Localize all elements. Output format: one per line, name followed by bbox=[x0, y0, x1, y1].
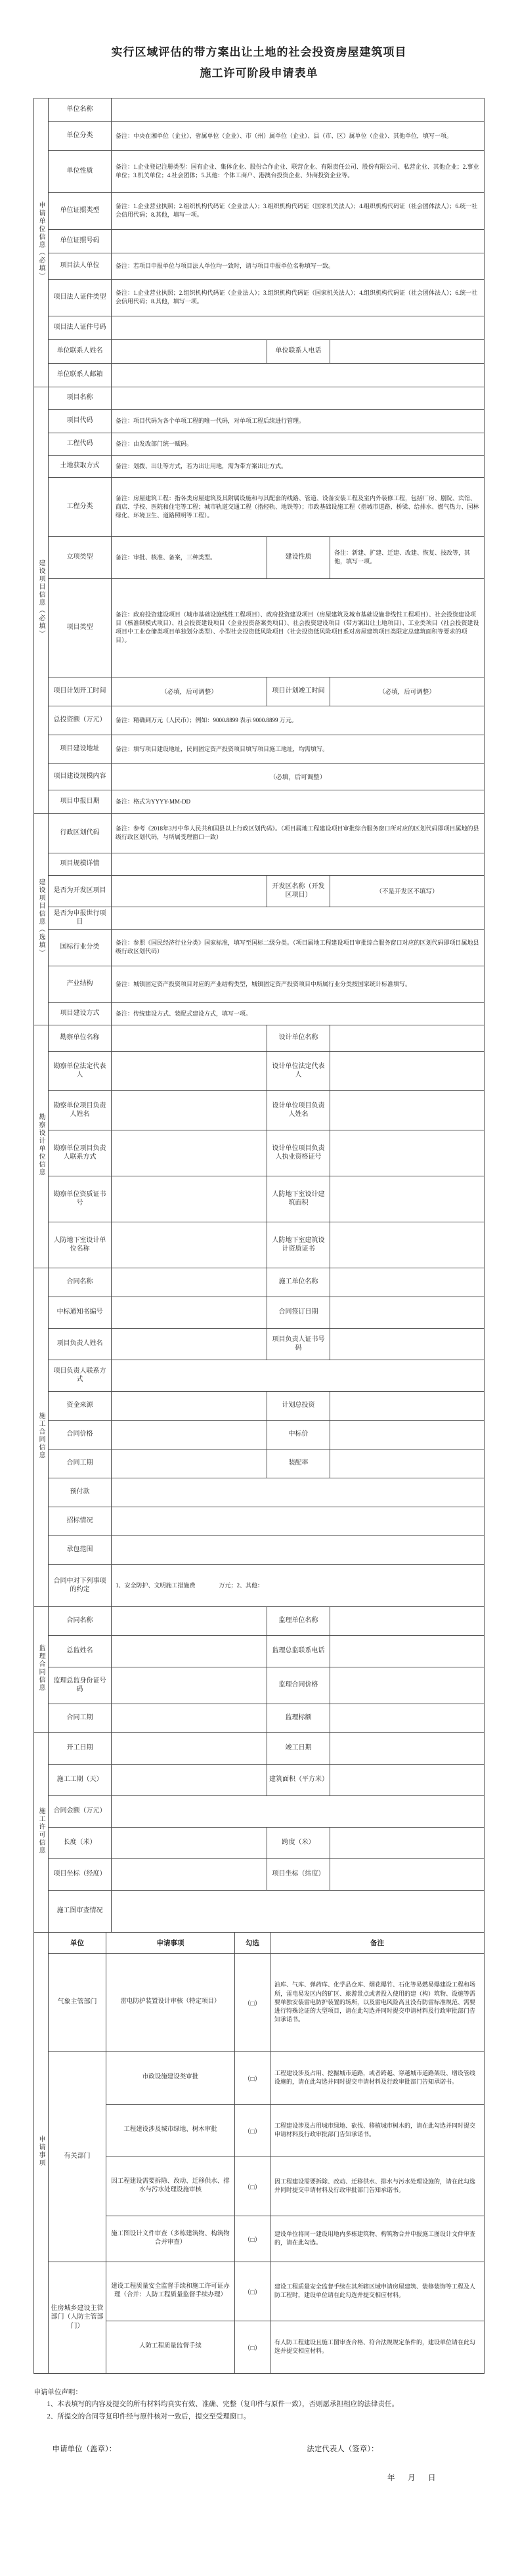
field-input[interactable] bbox=[112, 1535, 485, 1564]
field-input[interactable] bbox=[112, 1360, 485, 1391]
field-input[interactable] bbox=[330, 1051, 485, 1090]
unit-cell: 有关部门 bbox=[49, 2051, 106, 2262]
application-items-table bbox=[33, 1932, 485, 2374]
field-label: 监理单位名称 bbox=[267, 1606, 330, 1635]
field-label: 设计单位项目负责人执业资格证号 bbox=[267, 1130, 330, 1176]
project-optional-section-label: 建设项目信息（选填） bbox=[37, 878, 45, 957]
field-input[interactable] bbox=[112, 1507, 485, 1535]
field-input[interactable] bbox=[112, 1449, 267, 1478]
field-input[interactable] bbox=[330, 339, 485, 363]
field-label: 单位分类 bbox=[49, 121, 112, 150]
field-label: 项目坐标（经度） bbox=[49, 1858, 112, 1890]
remark-cell: 建设单位将同一建设用地内多栋建筑物、构筑物合并申报施工图设计文件审查的，请在此勾选。 bbox=[270, 2216, 485, 2262]
field-label: 总监姓名 bbox=[49, 1635, 112, 1667]
supervision-contract-section-rail bbox=[34, 1606, 49, 1732]
project-optional-section-rail bbox=[33, 813, 48, 1025]
application-item: 雷电防护装置设计审核（特定项目） bbox=[106, 1953, 235, 2051]
checkbox-cell[interactable]: （□） bbox=[235, 2051, 270, 2104]
field-input[interactable] bbox=[112, 1176, 267, 1222]
field-label: 承包范围 bbox=[49, 1535, 112, 1564]
legal-representative-seal-label: 法定代表人（签章）： bbox=[307, 2445, 379, 2454]
field-label: 预付款 bbox=[49, 1478, 112, 1507]
field-label: 开工日期 bbox=[49, 1732, 112, 1764]
field-input[interactable] bbox=[112, 1635, 267, 1667]
field-note: 备注：1.企业营业执照；2.组织机构代码证（企业法人）；3.组织机构代码证（国家机关法人）；4.组织机构代码证（社会团体法人）；6.统一社会信用代码；8.其他，填写一项。 bbox=[112, 279, 485, 316]
field-label: 建筑面积（平方米） bbox=[267, 1764, 330, 1795]
form-title-line2: 施工许可阶段申请表单 bbox=[200, 67, 318, 80]
field-label: 监理总监身份证号码 bbox=[49, 1667, 112, 1704]
survey-design-info-table bbox=[33, 1025, 485, 1268]
application-item: 建设工程质量安全监督手续和施工许可证办理（合并：人防工程质量监督手续办理） bbox=[106, 2262, 235, 2321]
field-label: 施工工期（天） bbox=[49, 1764, 112, 1795]
applicant-section-label: 申请单位信息（必填） bbox=[37, 201, 45, 280]
field-label: 施工图审查情况 bbox=[49, 1890, 112, 1932]
field-label: 勘察单位名称 bbox=[49, 1025, 112, 1051]
field-label: 单位证照类型 bbox=[49, 192, 112, 229]
field-note: 备注：格式为YYYY-MM-DD bbox=[112, 790, 485, 813]
field-label: 勘察单位项目负责人姓名 bbox=[49, 1090, 112, 1130]
field-label: 单位性质 bbox=[49, 150, 112, 192]
remark-cell: 有人防工程建设且施工图审查合格、符合法规规定条件的，建设单位请在此勾选并提交相应材料。 bbox=[270, 2321, 485, 2373]
field-label: 设计单位法定代表人 bbox=[267, 1051, 330, 1090]
field-note: 备注：参照《国民经济行业分类》国家标准，填写至国标二级分类。（项目属地工程建设项目审批综合服务窗口对应的区划代码即项目属地县级行政区划代码） bbox=[111, 929, 484, 966]
field-label: 是否为开发区项目 bbox=[48, 875, 111, 907]
field-input[interactable] bbox=[112, 1667, 267, 1704]
application-item: 工程建设涉及城市绿地、树木审批 bbox=[106, 2104, 235, 2157]
field-label: 合同金额（万元） bbox=[49, 1795, 112, 1827]
applicant-info-table bbox=[33, 98, 485, 387]
construction-permit-section-label: 施工许可信息 bbox=[37, 1807, 45, 1855]
field-label: 招标情况 bbox=[49, 1507, 112, 1535]
survey-design-section-label: 勘察设计单位信息 bbox=[37, 1113, 45, 1176]
field-label: 合同名称 bbox=[49, 1268, 112, 1297]
application-item: 市政设施建设类审批 bbox=[106, 2051, 235, 2104]
project-info-required-table bbox=[33, 387, 485, 814]
field-label: 人防地下室建筑设计资质证书 bbox=[267, 1222, 330, 1268]
field-input[interactable]: （必填，后可调整） bbox=[112, 763, 485, 790]
field-input[interactable] bbox=[112, 1827, 267, 1858]
field-note: 备注：填写项目建设地址，民间固定资产投资项目填写项目施工地址，均需填写。 bbox=[112, 735, 485, 763]
field-note: 备注：传统建设方式、装配式建设方式，填写一项。 bbox=[111, 1002, 484, 1025]
checkbox-cell[interactable]: （□） bbox=[235, 2157, 270, 2216]
field-note: 备注：审批、核准、备案，三种类型。 bbox=[112, 536, 267, 578]
application-item: 施工图设计文件审查（多栋建筑物、构筑物合并审查） bbox=[106, 2216, 235, 2262]
field-label: 合同工期 bbox=[49, 1704, 112, 1732]
field-note: 备注：中央在湘单位（企业）、省属单位（企业）、市（州）属单位（企业）、县（市、区）属单位（企业）、其他单位，填写一项。 bbox=[112, 121, 485, 150]
field-label: 项目规模详情 bbox=[48, 853, 111, 875]
field-input[interactable] bbox=[112, 1732, 267, 1764]
remark-cell: 工程建设涉及占用城市绿地、砍伐、移植城市树木的，请在此勾选并同时提交申请材料及行政审批部门告知承诺书。 bbox=[270, 2104, 485, 2157]
field-label: 项目计划开工时间 bbox=[49, 677, 112, 706]
field-input[interactable] bbox=[330, 1328, 485, 1360]
field-input[interactable] bbox=[112, 1391, 267, 1420]
unit-cell: 住房城乡建设主管部门（人防主管部门） bbox=[49, 2262, 106, 2373]
signature-row bbox=[34, 2443, 485, 2454]
field-input[interactable] bbox=[112, 1606, 267, 1635]
column-header-unit: 单位 bbox=[49, 1932, 106, 1953]
field-input[interactable] bbox=[112, 1130, 267, 1176]
checkbox-cell[interactable]: （□） bbox=[235, 2262, 270, 2321]
field-label: 单位联系人邮箱 bbox=[49, 363, 112, 387]
field-input[interactable] bbox=[330, 1268, 485, 1297]
field-input[interactable] bbox=[112, 1328, 267, 1360]
field-input[interactable] bbox=[111, 853, 484, 875]
field-input[interactable] bbox=[330, 1176, 485, 1222]
field-note: 备注：城镇固定资产投资项目对应的产业结构类型，城镇固定资产投资项目中所属行业分类按国家统计标准填写。 bbox=[111, 966, 484, 1002]
field-input[interactable] bbox=[330, 1090, 485, 1130]
field-input[interactable] bbox=[112, 1051, 267, 1090]
field-note: 备注：1.企业登记注册类型：国有企业、集体企业、股份合作企业、联营企业、有限责任公司、股份有限公司、私营企业、其他企业；2.事业单位；3.机关单位；4.社会团体；5.其他：个体工商户、港澳台投资企业、外商投资企业等。 bbox=[112, 150, 485, 192]
field-input[interactable] bbox=[330, 1704, 485, 1732]
field-label: 项目建设规模内容 bbox=[49, 763, 112, 790]
field-label: 监理合同价格 bbox=[267, 1667, 330, 1704]
field-label: 项目建设地址 bbox=[49, 735, 112, 763]
field-label: 是否为申报世行项目 bbox=[48, 907, 111, 929]
checkbox-cell[interactable]: （□） bbox=[235, 2104, 270, 2157]
application-items-section-label: 申请事项 bbox=[37, 2135, 45, 2167]
field-label: 勘察单位法定代表人 bbox=[49, 1051, 112, 1090]
checkbox-cell[interactable]: （□） bbox=[235, 2321, 270, 2373]
construction-permit-table bbox=[33, 1732, 485, 1933]
field-label: 项目负责人证书号码 bbox=[267, 1328, 330, 1360]
unit-cell: 气象主管部门 bbox=[49, 1953, 106, 2051]
field-input[interactable]: （必填，后可调整） bbox=[112, 677, 267, 706]
field-input[interactable] bbox=[330, 1130, 485, 1176]
field-label: 工程分类 bbox=[49, 477, 112, 536]
field-label: 项目法人证件号码 bbox=[49, 316, 112, 339]
field-input[interactable] bbox=[112, 387, 485, 409]
field-label: 施工单位名称 bbox=[267, 1268, 330, 1297]
declaration-title: 申请单位声明： bbox=[33, 2388, 82, 2396]
field-input[interactable] bbox=[330, 1827, 485, 1858]
field-input[interactable] bbox=[112, 339, 267, 363]
field-label: 产业结构 bbox=[48, 966, 111, 1002]
checkbox-cell[interactable]: （□） bbox=[235, 2216, 270, 2262]
field-label: 立项类型 bbox=[49, 536, 112, 578]
construction-permit-section-rail bbox=[34, 1732, 49, 1932]
remark-cell: 建设工程质量安全监督手续在其所辖区域申请房屋建筑、装修装饰等工程及人防工程时，建设单位请在此勾选并提交相应材料。 bbox=[270, 2262, 485, 2321]
field-input[interactable] bbox=[111, 875, 267, 907]
field-input[interactable] bbox=[112, 1795, 485, 1827]
unit-seal-label: 申请单位（盖章）： bbox=[52, 2445, 117, 2454]
field-label: 监理总监联系电话 bbox=[267, 1635, 330, 1667]
field-input[interactable] bbox=[111, 907, 484, 929]
field-label: 国标行业分类 bbox=[48, 929, 111, 966]
date-line: 年 月 日 bbox=[387, 2474, 439, 2483]
field-label: 建设性质 bbox=[267, 536, 330, 578]
field-label: 项目名称 bbox=[49, 387, 112, 409]
field-input[interactable] bbox=[330, 1606, 485, 1635]
field-input[interactable] bbox=[112, 1297, 267, 1328]
field-label: 长度（米） bbox=[49, 1827, 112, 1858]
applicant-section-rail bbox=[34, 98, 49, 387]
field-label: 项目计划竣工时间 bbox=[267, 677, 330, 706]
field-input[interactable] bbox=[112, 1222, 267, 1268]
form-title-line1: 实行区域评估的带方案出让土地的社会投资房屋建筑项目 bbox=[111, 46, 407, 58]
remark-cell: 工程建设涉及占用、挖掘城市道路，或者跨越、穿越城市道路架设、增设管线设施的，请在此勾选并同时提交申请材料及行政审批部门告知承诺书。 bbox=[270, 2051, 485, 2104]
field-label: 总投资额（万元） bbox=[49, 706, 112, 735]
field-label: 单位联系人姓名 bbox=[49, 339, 112, 363]
field-label: 合同中对下列事项的约定 bbox=[49, 1564, 112, 1606]
declaration-line-2: 2、所提交的合同等复印件经与原件核对一致后，提交至受理窗口。 bbox=[47, 2413, 251, 2421]
application-item: 因工程建设需要拆除、改动、迁移供水、排水与污水处理设施审核 bbox=[106, 2157, 235, 2216]
field-label: 单位联系人电话 bbox=[267, 339, 330, 363]
column-header-remark: 备注 bbox=[270, 1932, 485, 1953]
field-input[interactable]: 1、安全防护、文明施工措施费 万元；2、其他： bbox=[112, 1564, 485, 1606]
applicant-declaration bbox=[34, 2387, 485, 2424]
field-label: 合同签订日期 bbox=[267, 1297, 330, 1328]
field-input[interactable] bbox=[112, 1090, 267, 1130]
application-item: 人防工程质量监督手续 bbox=[106, 2321, 235, 2373]
field-label: 合同价格 bbox=[49, 1420, 112, 1449]
field-label: 资金来源 bbox=[49, 1391, 112, 1420]
construction-contract-table bbox=[33, 1268, 485, 1607]
field-label: 项目建设方式 bbox=[48, 1002, 111, 1025]
field-label: 单位名称 bbox=[49, 98, 112, 121]
field-input[interactable] bbox=[112, 363, 485, 387]
field-label: 装配率 bbox=[267, 1449, 330, 1478]
application-items-section-rail bbox=[34, 1932, 49, 2373]
declaration-line-1: 1、本表填写的内容及提交的所有材料均真实有效、准确、完整（复印件与原件一致），否则愿承担相应的法律责任。 bbox=[47, 2401, 399, 2409]
project-required-section-label: 建设项目信息（必填） bbox=[37, 559, 45, 638]
field-input[interactable] bbox=[112, 1890, 485, 1932]
field-input[interactable] bbox=[112, 1478, 485, 1507]
field-note: 备注：参考《2018年3月中华人民共和国县以上行政区划代码》。（项目属地工程建设项目审批综合服务窗口所对应的区划代码即项目属地的县级行政区划代码，与所属受理窗口一致） bbox=[111, 813, 484, 853]
field-label: 勘察单位项目负责人联系方式 bbox=[49, 1130, 112, 1176]
checkbox-cell[interactable]: （□） bbox=[235, 1953, 270, 2051]
field-label: 人防地下室设计建筑面积 bbox=[267, 1176, 330, 1222]
project-info-optional-table bbox=[33, 813, 485, 1025]
field-note: 备注：由发改部门统一赋码。 bbox=[112, 433, 485, 455]
field-note: 备注：项目代码为各个单项工程的唯一代码，对单项工程后续进行管理。 bbox=[112, 409, 485, 433]
supervision-contract-section-label: 监理合同信息 bbox=[37, 1644, 45, 1692]
field-input[interactable] bbox=[112, 1025, 267, 1051]
field-label: 勘察单位资质证书号 bbox=[49, 1176, 112, 1222]
field-label: 设计单位名称 bbox=[267, 1025, 330, 1051]
remark-cell: 因工程建设需要拆除、改动、迁移供水、排水与污水处理设施的，请在此勾选并同时提交申请材料及行政审批部门告知承诺书。 bbox=[270, 2157, 485, 2216]
field-note: 备注：房屋建筑工程：指各类房屋建筑及其附属设施和与其配套的线路、管道、设备安装工程及室内外装修工程，包括厂房、剧院、宾馆、商店、学校、医院和住宅等工程；城市轨道交通工程（指轻轨、地铁等）；市政基础设施工程（指城市道路、桥梁、给排水、燃气热力、园林绿化、环境卫生、道路照明等工程）。 bbox=[112, 477, 485, 536]
field-note: 备注：新建、扩建、迁建、改建、恢复、技改等，其他，填写一项。 bbox=[330, 536, 485, 578]
field-input[interactable] bbox=[112, 1268, 267, 1297]
field-input[interactable] bbox=[330, 1764, 485, 1795]
field-label: 项目类型 bbox=[49, 578, 112, 677]
field-input[interactable] bbox=[112, 1764, 267, 1795]
column-header-item: 申请事项 bbox=[106, 1932, 235, 1953]
field-label: 项目负责人联系方式 bbox=[49, 1360, 112, 1391]
field-note: 备注：1.企业营业执照；2.组织机构代码证（企业法人）；3.组织机构代码证（国家机关法人）；4.组织机构代码证（社会团体法人）；6.统一社会信用代码；8.其他，填写一项。 bbox=[112, 192, 485, 229]
field-label: 跨度（米） bbox=[267, 1827, 330, 1858]
field-input[interactable] bbox=[330, 1449, 485, 1478]
column-header-check: 勾选 bbox=[235, 1932, 270, 1953]
field-input[interactable] bbox=[330, 1391, 485, 1420]
construction-contract-section-label: 施工合同信息 bbox=[37, 1411, 45, 1459]
field-label: 人防地下室设计单位名称 bbox=[49, 1222, 112, 1268]
field-input[interactable] bbox=[330, 1858, 485, 1890]
field-label: 中标通知书编号 bbox=[49, 1297, 112, 1328]
field-note: 备注：划拨、出让等方式，若为出让用地，需为带方案出让方式。 bbox=[112, 455, 485, 477]
field-label: 合同名称 bbox=[49, 1606, 112, 1635]
field-input[interactable] bbox=[112, 1420, 267, 1449]
field-note: 备注：政府投资建设项目（城市基础设施线性工程项目）、政府投资建设项目（房屋建筑及城市基础设施非线性工程项目）、社会投资建设项目（核准制模式项目）、社会投资建设项目（企业投资备案类项目）、社会投资建设项目（带方案出让土地项目）、工业类项目（社会投资建设项目中工业仓储类项目单独划分类型）、小型社会投资低风险项目（社会投资低风险项目系对房屋建筑项目类限定总建筑面积等要求的项目）。 bbox=[112, 578, 485, 677]
survey-design-section-rail bbox=[34, 1025, 49, 1268]
field-input[interactable] bbox=[112, 1704, 267, 1732]
field-label: 项目法人单位 bbox=[49, 253, 112, 279]
field-label: 计划总投资 bbox=[267, 1391, 330, 1420]
field-input[interactable] bbox=[330, 1222, 485, 1268]
field-label: 项目申报日期 bbox=[49, 790, 112, 813]
field-label: 监理标额 bbox=[267, 1704, 330, 1732]
field-label: 设计单位项目负责人姓名 bbox=[267, 1090, 330, 1130]
field-input[interactable] bbox=[330, 1667, 485, 1704]
supervision-contract-table bbox=[33, 1606, 485, 1733]
field-label: 项目代码 bbox=[49, 409, 112, 433]
field-label: 合同工期 bbox=[49, 1449, 112, 1478]
field-input[interactable] bbox=[330, 1635, 485, 1667]
field-input[interactable] bbox=[112, 1858, 267, 1890]
field-label: 项目坐标（纬度） bbox=[267, 1858, 330, 1890]
field-note: 备注：若项目申报单位与项目法人单位均一致时，请与项目申报单位名称填写一致。 bbox=[112, 253, 485, 279]
field-input[interactable] bbox=[330, 1025, 485, 1051]
field-input[interactable] bbox=[330, 1297, 485, 1328]
field-input[interactable] bbox=[112, 229, 485, 253]
construction-contract-section-rail bbox=[34, 1268, 49, 1606]
field-label: 项目负责人姓名 bbox=[49, 1328, 112, 1360]
project-required-section-rail bbox=[34, 387, 49, 813]
field-label: 行政区划代码 bbox=[48, 813, 111, 853]
field-input[interactable] bbox=[330, 1732, 485, 1764]
remark-cell: 油库、气库、弹药库、化学品仓库、烟花爆竹、石化等易燃易爆建设工程和场所，雷电易发区内的矿区、旅游景点或者投入使用的建（构）筑物、设施等需要单独安装雷电防护装置的场所，以及雷电风险高且没有防雷标准规范、需要进行特殊论证的大型项目，请在此勾选并同时提交申请材料及行政审批部门告知承诺书。 bbox=[270, 1953, 485, 2051]
field-note: 备注：精确到万元（人民币）；例如：9000.8899 表示 9000.8899 万元。 bbox=[112, 706, 485, 735]
field-label: 开发区名称（开发区项目） bbox=[267, 875, 330, 907]
field-label: 竣工日期 bbox=[267, 1732, 330, 1764]
field-label: 土地获取方式 bbox=[49, 455, 112, 477]
field-label: 工程代码 bbox=[49, 433, 112, 455]
field-label: 项目法人证件类型 bbox=[49, 279, 112, 316]
form-title bbox=[0, 0, 518, 85]
field-input[interactable] bbox=[330, 1420, 485, 1449]
field-label: 中标价 bbox=[267, 1420, 330, 1449]
field-input[interactable] bbox=[112, 316, 485, 339]
field-label: 单位证照号码 bbox=[49, 229, 112, 253]
field-hint: （不是开发区不填写） bbox=[330, 875, 484, 907]
field-input[interactable]: （必填，后可调整） bbox=[330, 677, 485, 706]
field-input[interactable] bbox=[112, 98, 485, 121]
